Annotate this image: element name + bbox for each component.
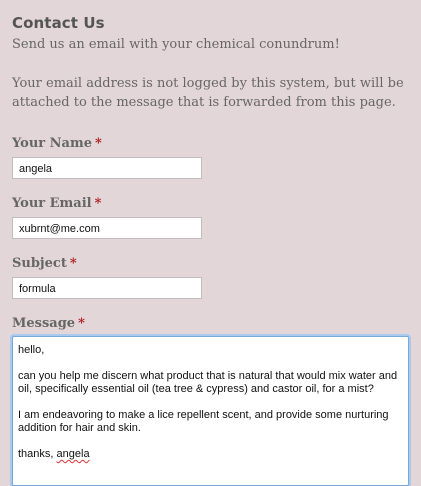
message-line: I am endeavoring to make a lice repellent scent, and provide some nurturing addition for hair and skin. — [18, 409, 389, 434]
message-textarea[interactable] — [12, 336, 409, 486]
required-marker: * — [69, 256, 77, 271]
email-label — [12, 196, 101, 211]
misspelled-word: angela — [56, 448, 90, 460]
message-closing — [18, 448, 403, 461]
message-label — [12, 316, 85, 331]
name-label — [12, 136, 102, 151]
subject-label-text: Subject — [12, 256, 67, 271]
subject-label — [12, 256, 77, 271]
message-line: hello, — [18, 344, 45, 356]
page-subtitle: Send us an email with your chemical conundrum! — [12, 37, 340, 52]
message-closing-prefix: thanks, — [18, 448, 57, 460]
page-title: Contact Us — [12, 14, 105, 32]
name-input[interactable] — [12, 157, 202, 179]
required-marker: * — [94, 196, 102, 211]
privacy-notice: Your email address is not logged by this system, but will be attached to the message that is forwarded from this page. — [12, 76, 404, 110]
name-input-value: angela — [19, 163, 53, 175]
subject-input[interactable] — [12, 277, 202, 299]
email-input-value: xubrnt@me.com — [19, 223, 100, 235]
required-marker: * — [78, 316, 85, 331]
message-label-text: Message — [12, 316, 76, 331]
email-label-text: Your Email — [12, 196, 92, 211]
name-label-text: Your Name — [12, 136, 92, 151]
email-input[interactable] — [12, 217, 202, 239]
required-marker: * — [94, 136, 102, 151]
subject-input-value: formula — [19, 283, 56, 295]
message-line: can you help me discern what product that is natural that would mix water and oil, specifically essential oil (tea tree & cypress) and castor oil, for a mist? — [18, 370, 398, 395]
